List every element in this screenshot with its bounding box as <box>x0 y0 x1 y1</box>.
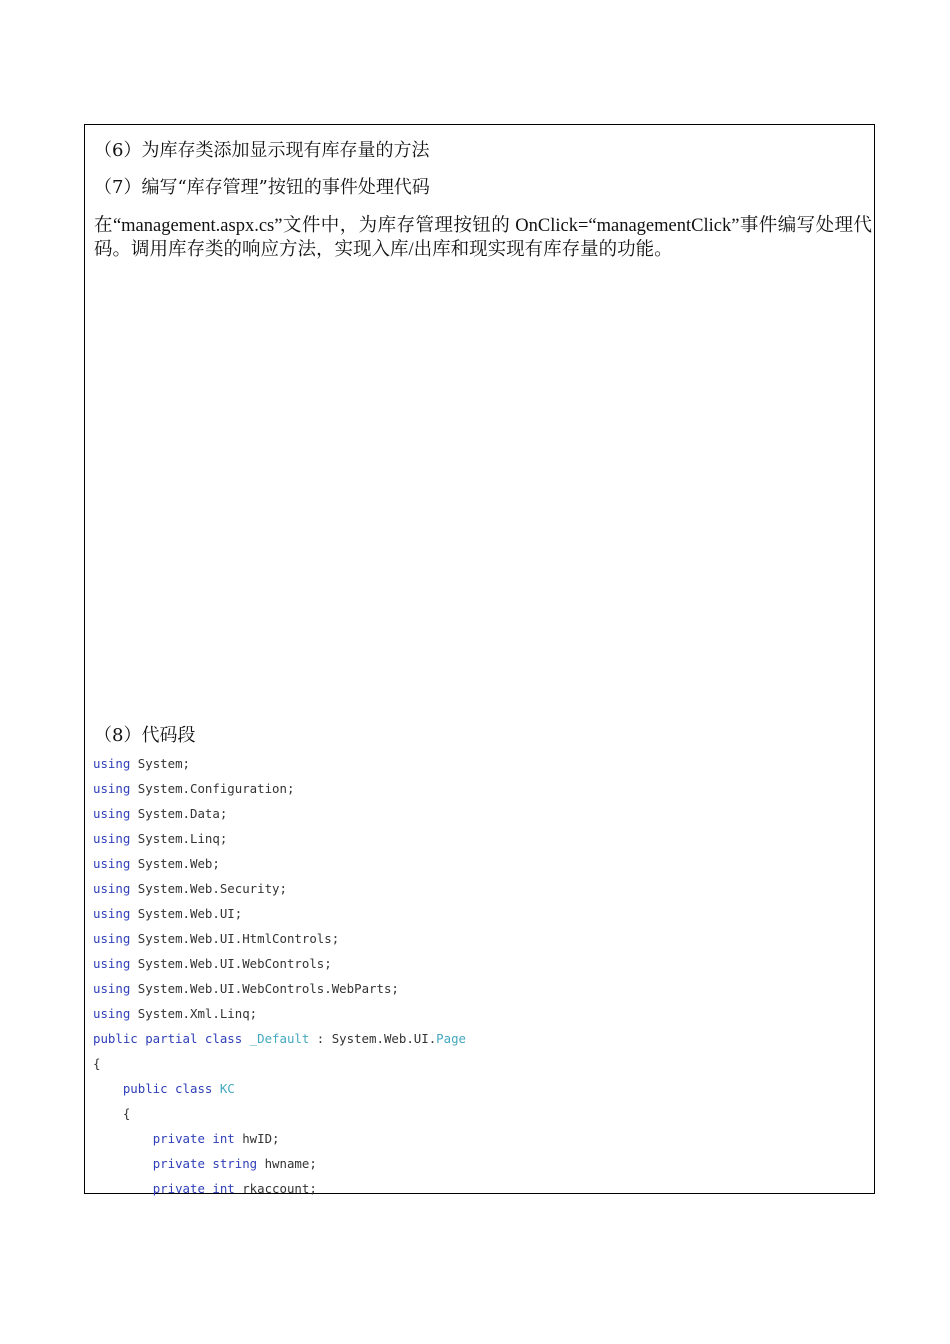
code-line <box>93 926 466 951</box>
code-text <box>93 1131 153 1146</box>
step-6-heading: （6）为库存类添加显示现有库存量的方法 <box>94 140 430 161</box>
code-keyword: using <box>93 781 131 796</box>
code-keyword: using <box>93 856 131 871</box>
step-8-heading: （8）代码段 <box>94 725 196 746</box>
code-line <box>93 1051 466 1076</box>
code-type: Page <box>436 1031 467 1046</box>
code-text: hwname; <box>257 1156 317 1171</box>
step-7-heading: （7）编写“库存管理”按钮的事件处理代码 <box>94 177 430 198</box>
code-line <box>93 901 466 926</box>
code-text: { <box>93 1106 131 1121</box>
code-type: _Default <box>242 1031 310 1046</box>
code-block <box>93 751 466 1201</box>
code-line <box>93 1001 466 1026</box>
code-text: System.Web.UI; <box>130 906 243 921</box>
code-text: System.Web.UI.WebControls.WebParts; <box>130 981 399 996</box>
code-keyword: private int <box>152 1131 235 1146</box>
code-text: System.Web.UI.WebControls; <box>130 956 332 971</box>
code-text: : System.Web.UI. <box>309 1031 437 1046</box>
code-text: rkaccount; <box>234 1181 317 1196</box>
code-text: System.Web.UI.HtmlControls; <box>130 931 340 946</box>
code-keyword: using <box>93 906 131 921</box>
code-line <box>93 976 466 1001</box>
code-keyword: public partial class <box>93 1031 243 1046</box>
code-line <box>93 1101 466 1126</box>
code-line <box>93 1176 466 1201</box>
code-keyword: using <box>93 931 131 946</box>
code-text: hwID; <box>234 1131 280 1146</box>
code-line <box>93 826 466 851</box>
code-line <box>93 951 466 976</box>
document-table-cell <box>84 124 875 1194</box>
code-keyword: using <box>93 756 131 771</box>
code-text: System.Web; <box>130 856 220 871</box>
code-text: System.Web.Security; <box>130 881 287 896</box>
code-text: System.Configuration; <box>130 781 295 796</box>
code-text: System.Xml.Linq; <box>130 1006 258 1021</box>
code-line <box>93 801 466 826</box>
code-text: System.Data; <box>130 806 228 821</box>
code-line <box>93 876 466 901</box>
code-keyword: private string <box>152 1156 258 1171</box>
code-keyword: public class <box>122 1081 213 1096</box>
code-text <box>93 1181 153 1196</box>
code-line <box>93 1151 466 1176</box>
code-keyword: using <box>93 806 131 821</box>
code-text: { <box>93 1056 101 1071</box>
code-type: KC <box>212 1081 235 1096</box>
code-line <box>93 751 466 776</box>
code-keyword: using <box>93 881 131 896</box>
code-line <box>93 776 466 801</box>
code-line <box>93 1076 466 1101</box>
code-keyword: using <box>93 981 131 996</box>
code-text <box>93 1156 153 1171</box>
code-keyword: using <box>93 956 131 971</box>
step-7-description: 在“management.aspx.cs”文件中，为库存管理按钮的 OnClick=“managementClick”事件编写处理代码。调用库存类的响应方法，实现入库/出库和现实现有库存量的功能。 <box>94 216 872 260</box>
code-keyword: using <box>93 831 131 846</box>
code-line <box>93 851 466 876</box>
code-text: System; <box>130 756 190 771</box>
code-keyword: private int <box>152 1181 235 1196</box>
code-line <box>93 1126 466 1151</box>
code-keyword: using <box>93 1006 131 1021</box>
code-text: System.Linq; <box>130 831 228 846</box>
code-text <box>93 1081 123 1096</box>
code-line <box>93 1026 466 1051</box>
